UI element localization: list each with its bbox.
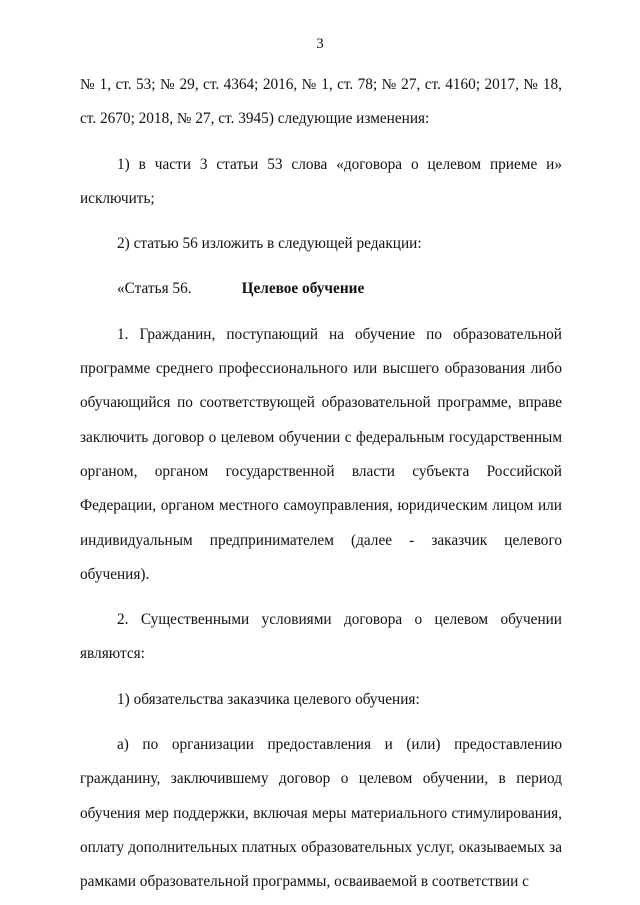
article-title: Целевое обучение bbox=[241, 280, 365, 298]
article-heading bbox=[80, 272, 562, 306]
paragraph-clause-2: 2. Существенными условиями договора о целевом обучении являются: bbox=[80, 611, 562, 663]
paragraph-amendment-2: 2) статью 56 изложить в следующей редакции: bbox=[117, 235, 422, 253]
page-number: 3 bbox=[316, 36, 324, 52]
document-body bbox=[80, 68, 562, 900]
paragraph-continuation: № 1, ст. 53; № 29, ст. 4364; 2016, № 1, ст. 78; № 27, ст. 4160; 2017, № 18, ст. 2670; 2018, № 27, ст. 3945) следующие изменения: bbox=[80, 76, 562, 128]
paragraph-subclause-1: 1) обязательства заказчика целевого обучения: bbox=[117, 690, 420, 708]
article-label: «Статья 56. bbox=[117, 280, 192, 298]
paragraph-amendment-1: 1) в части 3 статьи 53 слова «договора о целевом приеме и» исключить; bbox=[80, 155, 562, 207]
paragraph-clause-1: 1. Гражданин, поступающий на обучение по образовательной программе среднего профессионального или высшего образования либо обучающийся по соответствующей образовательной программе, вправе заключить договор о целевом обучении с федеральным государственным органом, органом государственной власти субъекта Российской Федерации, органом местного самоуправления, юридическим лицом или индивидуальным предпринимателем (далее - заказчик целевого обучения). bbox=[80, 325, 562, 583]
paragraph-subclause-a: а) по организации предоставления и (или) предоставлению гражданину, заключившему договор о целевом обучении, в период обучения мер поддержки, включая меры материального стимулирования, оплату дополнительных платных образовательных услуг, оказываемых за рамками образовательной программы, осваиваемой в соответствии с bbox=[80, 736, 562, 891]
